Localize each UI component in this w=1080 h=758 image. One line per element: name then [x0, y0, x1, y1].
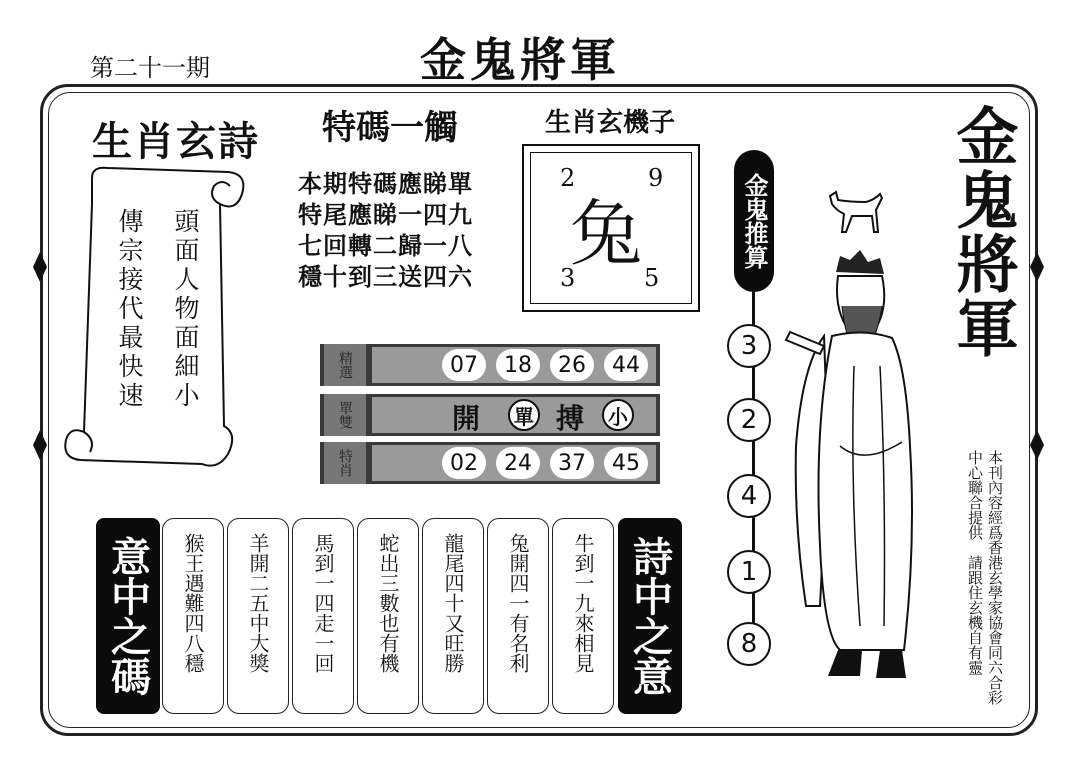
notice-line: 中心聯合提供 請跟住玄機自有靈 — [966, 450, 984, 675]
verse-panel — [552, 518, 614, 714]
verse-panel — [422, 518, 484, 714]
verse-panel — [487, 518, 549, 714]
verse-panel-text: 牛到一九來相見 — [571, 533, 595, 673]
row-number: 02 — [442, 447, 486, 479]
box-number: 9 — [648, 164, 664, 192]
row-char-circled: 小 — [602, 399, 634, 431]
main-title: 金鬼將軍 — [420, 33, 620, 87]
zodiac-animal: 兔 — [570, 192, 643, 276]
dog-icon — [822, 188, 886, 238]
box-heading: 生肖玄機子 — [545, 108, 676, 138]
special-heading: 特碼一觸 — [322, 108, 458, 148]
verse-panel — [357, 518, 419, 714]
push-number: 1 — [727, 550, 771, 594]
left-pillar: 意中之碼 — [96, 518, 160, 714]
row-number: 45 — [604, 447, 648, 479]
box-number: 5 — [644, 264, 660, 292]
verse-panel-text: 羊開二五中大獎 — [246, 533, 270, 673]
verse-panel-text: 蛇出三數也有機 — [376, 533, 400, 673]
verse-panel — [292, 518, 354, 714]
push-number: 3 — [727, 324, 771, 368]
row-number: 18 — [496, 349, 540, 381]
push-label-badge — [734, 150, 774, 292]
notice-line: 本刊內容經爲香港玄學家協會同六合彩 — [986, 450, 1004, 705]
verse-panel-text: 馬到一四走一回 — [311, 533, 335, 673]
row-label: 特肖 — [324, 442, 366, 484]
verse-panel — [162, 518, 224, 714]
poem-heading: 生肖玄詩 — [92, 119, 260, 165]
push-number: 2 — [727, 398, 771, 442]
row-char: 開 — [452, 402, 481, 435]
push-number: 4 — [727, 474, 771, 518]
verse-line: 穩十到三送四六 — [298, 262, 473, 291]
verse-panel-text: 兔開四一有名利 — [506, 533, 530, 673]
poem-line: 傳宗接代最快速 — [115, 208, 144, 411]
row-label: 單雙 — [324, 394, 366, 436]
verse-line: 本期特碼應睇單 — [298, 169, 473, 198]
row-number: 07 — [442, 349, 486, 381]
right-pillar: 詩中之意 — [618, 518, 682, 714]
issue-number: 第二十一期 — [90, 54, 210, 82]
row-number: 24 — [496, 447, 540, 479]
verse-line: 七回轉二歸一八 — [298, 231, 473, 260]
row-number: 37 — [550, 447, 594, 479]
poem-line: 頭面人物面細小 — [171, 208, 200, 411]
scroll-icon — [52, 164, 252, 484]
verse-panel-text: 龍尾四十又旺勝 — [441, 533, 465, 673]
row-number: 44 — [604, 349, 648, 381]
verse-panel-text: 猴王遇難四八穩 — [181, 533, 205, 673]
verse-line: 特尾應睇一四九 — [298, 200, 473, 229]
special-verses — [298, 168, 473, 292]
row-char-circled: 單 — [508, 399, 540, 431]
row-char: 搏 — [556, 402, 585, 435]
row-number: 26 — [550, 349, 594, 381]
box-number: 3 — [560, 264, 576, 292]
row-label: 精選 — [324, 344, 366, 386]
push-number: 8 — [727, 622, 771, 666]
box-number: 2 — [560, 164, 576, 192]
general-figure-illustration — [784, 246, 934, 690]
big-vertical-title: 金鬼將軍 — [946, 104, 1019, 360]
verse-panel — [227, 518, 289, 714]
push-label: 金鬼推算 — [740, 173, 769, 269]
